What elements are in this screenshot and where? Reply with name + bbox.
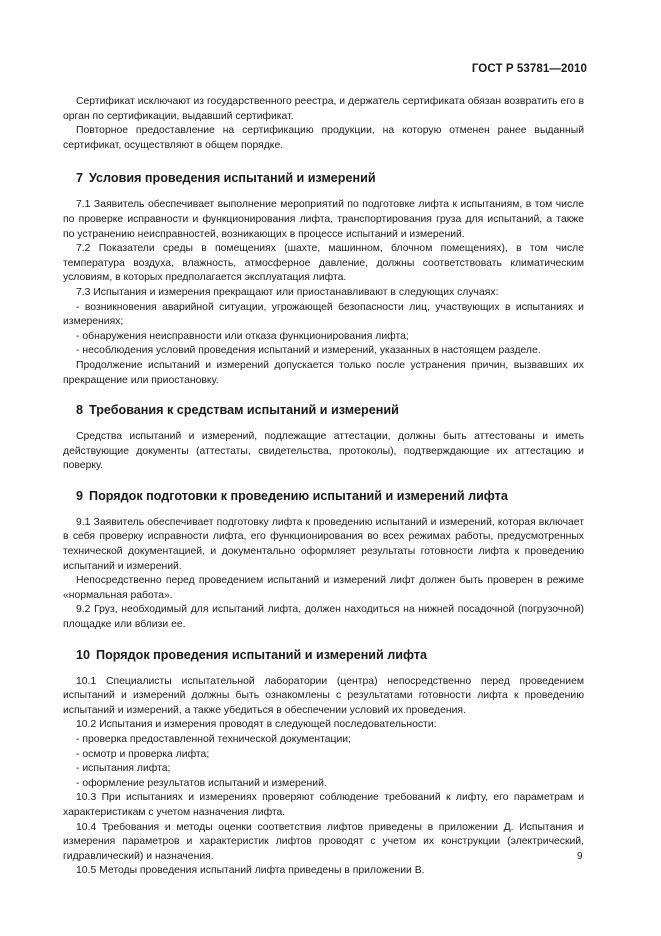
page-content — [63, 95, 584, 879]
intro-paragraph: Сертификат исключают из государственного реестра, и держатель сертификата обязан возвратить его в орган по сертификации, выдавший сертификат. — [63, 96, 584, 122]
paragraph: 10.3 При испытаниях и измерениях проверяют соблюдение требований к лифту, его параметрам и характеристикам с учетом назначения лифта. — [63, 792, 584, 818]
paragraph: 10.4 Требования и методы оценки соответствия лифтов приведены в приложении Д. Испытания и измерения параметров и характеристик лифтов проводят с учетом их конструкции (электрический, гидравлический) и назначения. — [63, 821, 584, 862]
section-number: 7 — [76, 171, 84, 186]
list-item: - испытания лифта; — [76, 763, 171, 775]
paragraph: 10.1 Специалисты испытательной лаборатории (центра) непосредственно перед проведением испытаний и измерений должны быть ознакомлены с результатами готовности лифта к проведению испытаний и измерений, а также убедиться в обеспечении условий их проведения. — [63, 675, 584, 716]
list-item: - возникновения аварийной ситуации, угрожающей безопасности лиц, участвующих в испытаниях и измерениях; — [63, 301, 584, 328]
section-number: 8 — [76, 403, 84, 418]
section-heading — [63, 170, 584, 186]
section-heading — [63, 402, 584, 418]
section-title: Условия проведения испытаний и измерений — [89, 171, 376, 186]
paragraph: 9.2 Груз, необходимый для испытаний лифта, должен находиться на нижней посадочной (погрузочной) площадке или вблизи ее. — [63, 604, 584, 631]
paragraph: 10.5 Методы проведения испытаний лифта приведены в приложении В. — [76, 865, 425, 877]
page-number: 9 — [577, 851, 583, 862]
list-item: - несоблюдения условий проведения испытаний и измерений, указанных в настоящем разделе. — [76, 345, 541, 357]
paragraph: Продолжение испытаний и измерений допускается только после устранения причин, вызвавших их прекращение или приостановку. — [63, 359, 584, 386]
paragraph: 7.2 Показатели среды в помещениях (шахте, машинном, блочном помещениях), в том числе температура воздуха, влажность, атмосферное давление, должны соответствовать климатическим условиям, в которых предполагается эксплуатация лифта. — [63, 243, 584, 284]
paragraph: Средства испытаний и измерений, подлежащие аттестации, должны быть аттестованы и иметь действующие документы (аттестаты, свидетельства, протоколы), подтверждающие их аттестацию и поверку. — [63, 431, 584, 472]
section-title: Порядок подготовки к проведению испытаний и измерений лифта — [89, 488, 508, 503]
section-title: Порядок проведения испытаний и измерений лифта — [96, 647, 428, 662]
section-heading — [63, 488, 584, 504]
paragraph: 9.1 Заявитель обеспечивает подготовку лифта к проведению испытаний и измерений, которая включает в себя проверку исправности лифта, его функционирования во всех режимах работы, предусмотренных технической документацией, и документально оформляет результаты готовности лифта к проведению испытаний и измерений. — [63, 516, 584, 572]
section-heading — [63, 647, 584, 663]
paragraph: 7.3 Испытания и измерения прекращают или приостанавливают в следующих случаях: — [76, 286, 499, 298]
section-title: Требования к средствам испытаний и измерений — [89, 403, 399, 418]
section-number: 9 — [76, 488, 84, 503]
section-number: 10 — [76, 647, 91, 662]
list-item: - обнаружения неисправности или отказа функционирования лифта; — [76, 330, 409, 342]
paragraph: 7.1 Заявитель обеспечивает выполнение мероприятий по подготовке лифта к испытаниям, в том числе по проверке исправности и функционирования лифта, транспортирования груза для испытаний, а также по устранению неисправностей, возникающих в процессе испытаний и измерений. — [63, 199, 584, 240]
list-item: - оформление результатов испытаний и измерений. — [76, 777, 327, 789]
paragraph: Непосредственно перед проведением испытаний и измерений лифт должен быть проверен в режиме «нормальная работа». — [63, 575, 584, 601]
list-item: - осмотр и проверка лифта; — [76, 748, 210, 760]
intro-paragraph: Повторное предоставление на сертификацию продукции, на которую отменен ранее выданный сертификат, осуществляют в общем порядке. — [63, 125, 584, 151]
standard-number: ГОСТ Р 53781—2010 — [471, 63, 587, 75]
paragraph: 10.2 Испытания и измерения проводят в следующей последовательности: — [76, 719, 437, 731]
list-item: - проверка предоставленной технической документации; — [76, 734, 351, 745]
